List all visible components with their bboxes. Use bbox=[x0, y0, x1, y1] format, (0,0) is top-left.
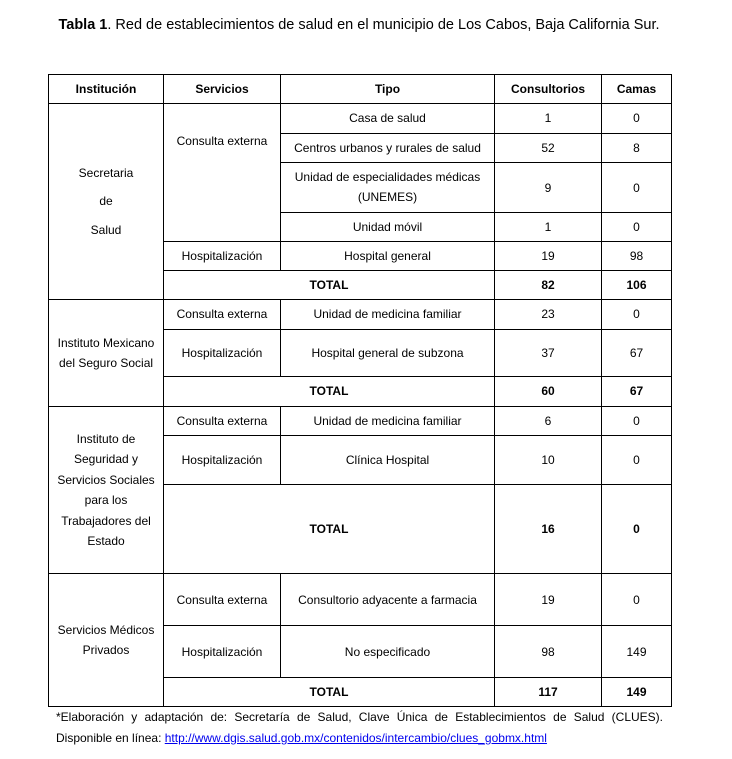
tipo-cell: Unidad de medicina familiar bbox=[281, 407, 495, 436]
total-camas: 67 bbox=[602, 377, 672, 407]
camas-cell: 0 bbox=[602, 407, 672, 436]
total-camas: 0 bbox=[602, 485, 672, 574]
header-camas: Camas bbox=[602, 75, 672, 104]
camas-cell: 149 bbox=[602, 626, 672, 678]
health-facilities-table bbox=[48, 74, 672, 707]
institution-imss: Instituto Mexicano del Seguro Social bbox=[49, 300, 164, 407]
consultorios-cell: 52 bbox=[495, 134, 602, 163]
institution-ssa-line: de bbox=[99, 194, 113, 209]
tipo-cell: Unidad móvil bbox=[281, 213, 495, 242]
service-cell: Hospitalización bbox=[164, 436, 281, 485]
tipo-cell: Consultorio adyacente a farmacia bbox=[281, 574, 495, 626]
institution-privados: Servicios Médicos Privados bbox=[49, 574, 164, 707]
consultorios-cell: 9 bbox=[495, 163, 602, 213]
service-cell: Consulta externa bbox=[164, 300, 281, 330]
footnote-availability bbox=[56, 728, 663, 749]
consultorios-cell: 19 bbox=[495, 574, 602, 626]
service-ssa-hospitalizacion: Hospitalización bbox=[164, 242, 281, 271]
consultorios-cell: 23 bbox=[495, 300, 602, 330]
camas-cell: 0 bbox=[602, 213, 672, 242]
consultorios-cell: 1 bbox=[495, 104, 602, 134]
consultorios-cell: 6 bbox=[495, 407, 602, 436]
institution-ssa bbox=[49, 104, 164, 300]
table-caption bbox=[48, 14, 670, 37]
camas-cell: 0 bbox=[602, 436, 672, 485]
tipo-cell: Unidad de especialidades médicas (UNEMES) bbox=[281, 163, 495, 213]
consultorios-cell: 19 bbox=[495, 242, 602, 271]
table-row bbox=[49, 407, 672, 436]
footnote bbox=[56, 707, 663, 749]
footnote-source: *Elaboración y adaptación de: Secretaría de Salud, Clave Única de Establecimientos de Salud (CLUES). bbox=[56, 710, 663, 724]
tipo-cell: Casa de salud bbox=[281, 104, 495, 134]
consultorios-cell: 98 bbox=[495, 626, 602, 678]
camas-cell: 0 bbox=[602, 104, 672, 134]
service-ssa-consulta: Consulta externa bbox=[164, 104, 281, 242]
tipo-cell: Hospital general bbox=[281, 242, 495, 271]
tipo-cell: Clínica Hospital bbox=[281, 436, 495, 485]
camas-cell: 0 bbox=[602, 300, 672, 330]
service-cell: Consulta externa bbox=[164, 574, 281, 626]
total-consultorios: 16 bbox=[495, 485, 602, 574]
consultorios-cell: 1 bbox=[495, 213, 602, 242]
total-label: TOTAL bbox=[164, 485, 495, 574]
total-consultorios: 82 bbox=[495, 271, 602, 300]
camas-cell: 98 bbox=[602, 242, 672, 271]
tipo-cell: Centros urbanos y rurales de salud bbox=[281, 134, 495, 163]
total-label: TOTAL bbox=[164, 377, 495, 407]
camas-cell: 67 bbox=[602, 330, 672, 377]
table-row bbox=[49, 104, 672, 134]
camas-cell: 8 bbox=[602, 134, 672, 163]
header-consultorios: Consultorios bbox=[495, 75, 602, 104]
total-consultorios: 117 bbox=[495, 678, 602, 707]
header-institucion: Institución bbox=[49, 75, 164, 104]
total-label: TOTAL bbox=[164, 271, 495, 300]
header-tipo: Tipo bbox=[281, 75, 495, 104]
service-cell: Hospitalización bbox=[164, 626, 281, 678]
consultorios-cell: 37 bbox=[495, 330, 602, 377]
caption-label: Tabla 1 bbox=[58, 17, 108, 33]
table-row bbox=[49, 300, 672, 330]
institution-issste: Instituto de Seguridad y Servicios Sociales para los Trabajadores del Estado bbox=[49, 407, 164, 574]
camas-cell: 0 bbox=[602, 163, 672, 213]
tipo-cell: No especificado bbox=[281, 626, 495, 678]
header-servicios: Servicios bbox=[164, 75, 281, 104]
caption-text: . Red de establecimientos de salud en el municipio de Los Cabos, Baja California Sur. bbox=[107, 17, 660, 33]
total-camas: 149 bbox=[602, 678, 672, 707]
total-camas: 106 bbox=[602, 271, 672, 300]
camas-cell: 0 bbox=[602, 574, 672, 626]
table-row bbox=[49, 574, 672, 626]
total-label: TOTAL bbox=[164, 678, 495, 707]
total-consultorios: 60 bbox=[495, 377, 602, 407]
tipo-cell: Unidad de medicina familiar bbox=[281, 300, 495, 330]
service-cell: Hospitalización bbox=[164, 330, 281, 377]
footnote-link[interactable]: http://www.dgis.salud.gob.mx/contenidos/intercambio/clues_gobmx.html bbox=[164, 731, 547, 745]
service-cell: Consulta externa bbox=[164, 407, 281, 436]
consultorios-cell: 10 bbox=[495, 436, 602, 485]
footnote-prefix: Disponible en línea: bbox=[56, 731, 165, 745]
institution-ssa-line: Secretaria bbox=[78, 165, 134, 180]
tipo-cell: Hospital general de subzona bbox=[281, 330, 495, 377]
header-row bbox=[49, 75, 672, 104]
institution-ssa-line: Salud bbox=[90, 222, 122, 237]
